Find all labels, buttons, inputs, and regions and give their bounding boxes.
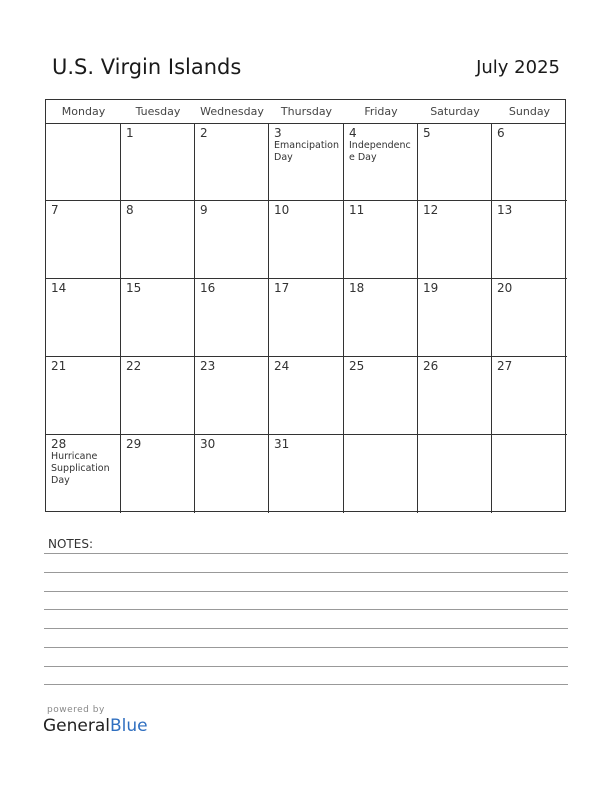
- calendar-grid: [45, 99, 566, 512]
- day-number: 14: [51, 281, 67, 295]
- day-cell-28[interactable]: [46, 435, 121, 513]
- day-cell-12[interactable]: [418, 201, 492, 279]
- generalblue-logo[interactable]: [43, 716, 148, 736]
- note-line[interactable]: [44, 572, 568, 573]
- empty-day-cell: [418, 435, 492, 513]
- day-number: 8: [126, 203, 134, 217]
- day-number: 11: [349, 203, 365, 217]
- day-number: 10: [274, 203, 290, 217]
- day-cell-18[interactable]: [344, 279, 418, 357]
- day-cell-16[interactable]: [195, 279, 269, 357]
- day-cell-7[interactable]: [46, 201, 121, 279]
- weekday-saturday: Saturday: [430, 105, 480, 118]
- day-number: 22: [126, 359, 142, 373]
- weekday-sunday: Sunday: [508, 105, 551, 118]
- day-number: 19: [423, 281, 439, 295]
- day-cell-27[interactable]: [492, 357, 567, 435]
- day-cell-26[interactable]: [418, 357, 492, 435]
- day-number: 4: [349, 126, 357, 140]
- note-line[interactable]: [44, 647, 568, 648]
- weekday-friday: Friday: [364, 105, 398, 118]
- day-cell-9[interactable]: [195, 201, 269, 279]
- day-number: 15: [126, 281, 142, 295]
- page-title: U.S. Virgin Islands: [52, 55, 242, 79]
- day-cell-19[interactable]: [418, 279, 492, 357]
- powered-by-text: powered by: [47, 705, 105, 715]
- day-number: 13: [497, 203, 513, 217]
- day-number: 7: [51, 203, 59, 217]
- day-number: 20: [497, 281, 513, 295]
- day-cell-29[interactable]: [121, 435, 195, 513]
- day-cell-25[interactable]: [344, 357, 418, 435]
- day-number: 30: [200, 437, 216, 451]
- day-cell-21[interactable]: [46, 357, 121, 435]
- day-number: 26: [423, 359, 439, 373]
- note-line[interactable]: [44, 609, 568, 610]
- day-cell-30[interactable]: [195, 435, 269, 513]
- day-cell-22[interactable]: [121, 357, 195, 435]
- empty-day-cell: [46, 124, 121, 201]
- holiday-label: Independence Day: [349, 140, 411, 163]
- day-cell-11[interactable]: [344, 201, 418, 279]
- day-cell-6[interactable]: [492, 124, 567, 201]
- weekday-monday: Monday: [61, 105, 106, 118]
- empty-day-cell: [492, 435, 567, 513]
- day-cell-17[interactable]: [269, 279, 344, 357]
- holiday-label: Emancipation Day: [274, 140, 340, 163]
- weekday-tuesday: Tuesday: [135, 105, 181, 118]
- day-number: 27: [497, 359, 513, 373]
- brand-blue-text: Blue: [110, 716, 148, 736]
- holiday-label: Hurricane Supplication Day: [51, 451, 110, 486]
- day-number: 16: [200, 281, 216, 295]
- notes-label: NOTES:: [48, 537, 93, 551]
- day-cell-1[interactable]: [121, 124, 195, 201]
- day-cell-2[interactable]: [195, 124, 269, 201]
- day-number: 17: [274, 281, 290, 295]
- day-cell-20[interactable]: [492, 279, 567, 357]
- day-cell-13[interactable]: [492, 201, 567, 279]
- day-number: 31: [274, 437, 290, 451]
- day-cell-31[interactable]: [269, 435, 344, 513]
- day-cell-10[interactable]: [269, 201, 344, 279]
- note-line[interactable]: [44, 591, 568, 592]
- note-line[interactable]: [44, 666, 568, 667]
- day-number: 18: [349, 281, 365, 295]
- note-line[interactable]: [44, 628, 568, 629]
- day-cell-23[interactable]: [195, 357, 269, 435]
- day-cell-8[interactable]: [121, 201, 195, 279]
- day-cell-4[interactable]: [344, 124, 418, 201]
- day-number: 29: [126, 437, 142, 451]
- day-number: 6: [497, 126, 505, 140]
- day-cell-14[interactable]: [46, 279, 121, 357]
- day-number: 21: [51, 359, 67, 373]
- note-line[interactable]: [44, 553, 568, 554]
- day-cell-3[interactable]: [269, 124, 344, 201]
- day-number: 5: [423, 126, 431, 140]
- weekday-header-row: [46, 100, 565, 124]
- brand-general-text: General: [43, 716, 110, 736]
- weekday-wednesday: Wednesday: [200, 105, 264, 118]
- day-number: 23: [200, 359, 216, 373]
- day-number: 25: [349, 359, 365, 373]
- weekday-thursday: Thursday: [280, 105, 333, 118]
- day-number: 24: [274, 359, 290, 373]
- day-number: 12: [423, 203, 439, 217]
- day-number: 28: [51, 437, 67, 451]
- empty-day-cell: [344, 435, 418, 513]
- day-number: 1: [126, 126, 134, 140]
- day-cell-5[interactable]: [418, 124, 492, 201]
- day-number: 3: [274, 126, 282, 140]
- month-label: July 2025: [476, 57, 560, 78]
- day-cell-15[interactable]: [121, 279, 195, 357]
- day-number: 2: [200, 126, 208, 140]
- day-number: 9: [200, 203, 208, 217]
- note-line[interactable]: [44, 684, 568, 685]
- day-cell-24[interactable]: [269, 357, 344, 435]
